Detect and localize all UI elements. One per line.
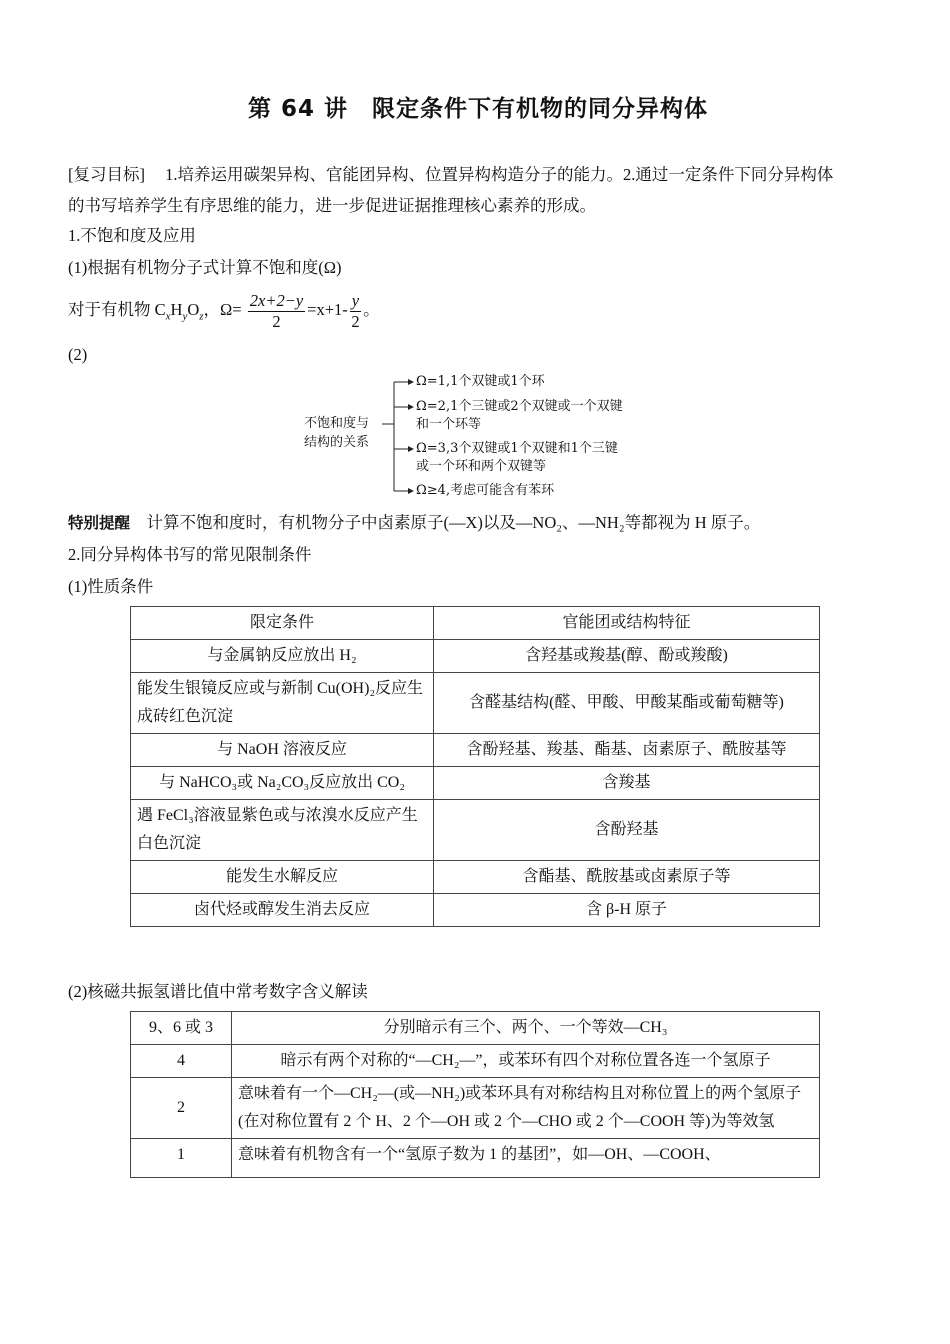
- table-row: [131, 894, 820, 927]
- table-cell: 与 NaOH 溶液反应: [131, 734, 434, 767]
- property-conditions-table: [130, 606, 820, 927]
- nmr-ratio-table: [130, 1011, 820, 1178]
- table-cell: 1: [131, 1139, 232, 1178]
- saturation-structure-diagram: [304, 370, 664, 502]
- table-cell: 含酚羟基: [434, 800, 820, 861]
- table-cell: 能发生水解反应: [131, 861, 434, 894]
- section-1-sub-1: (1)根据有机物分子式计算不饱和度(Ω): [68, 258, 342, 277]
- page-title: 第 64 讲 限定条件下有机物的同分异构体: [247, 96, 709, 122]
- table-header-row: [131, 607, 820, 640]
- table-cell: 含 β-H 原子: [434, 894, 820, 927]
- table-row: [131, 1078, 820, 1139]
- table-cell: 2: [131, 1078, 232, 1139]
- diagram-item-omega-2-cont: 和一个环等: [416, 417, 482, 432]
- diagram-item-omega-4: Ω≥4,考虑可能含有苯环: [416, 483, 555, 498]
- review-text-2: 的书写培养学生有序思维的能力，进一步促进证据推理核心素养的形成。: [68, 196, 596, 215]
- section-2-sub-2: (2)核磁共振氢谱比值中常考数字含义解读: [68, 982, 368, 1001]
- table-cell: 含羧基: [434, 767, 820, 800]
- table-cell: 9、6 或 3: [131, 1012, 232, 1045]
- table-row: [131, 734, 820, 767]
- table-cell: 4: [131, 1045, 232, 1078]
- table-row: [131, 767, 820, 800]
- diagram-root-line-1: 不饱和度与: [304, 416, 370, 431]
- special-tip: [68, 508, 888, 538]
- table-row: [131, 673, 820, 734]
- diagram-item-omega-2: Ω=2,1个三键或2个双键或一个双键: [416, 399, 623, 414]
- diagram-item-omega-1: Ω=1,1个双键或1个环: [416, 374, 545, 389]
- tip-label: 特别提醒: [68, 514, 131, 532]
- diagram-item-omega-3: Ω=3,3个双键或1个双键和1个三键: [416, 441, 618, 456]
- table-header-cell: 限定条件: [131, 607, 434, 640]
- review-goals: [68, 160, 888, 190]
- table-row: [131, 800, 820, 861]
- table-cell: 含羟基或羧基(醇、酚或羧酸): [434, 640, 820, 673]
- section-2-sub-1: (1)性质条件: [68, 577, 154, 596]
- table-cell: 卤代烃或醇发生消去反应: [131, 894, 434, 927]
- table-cell: 含酯基、酰胺基或卤素原子等: [434, 861, 820, 894]
- table-cell: 意味着有一个—CH₂—(或—NH₂)或苯环具有对称结构且对称位置上的两个氢原子(在对称位置有 2 个 H、2 个—OH 或 2 个—CHO 或 2 个—COOH 等)为等效氢: [232, 1078, 820, 1139]
- section-1-heading: 1.不饱和度及应用: [68, 226, 196, 245]
- table-cell: 与金属钠反应放出 H₂: [131, 640, 434, 673]
- table-cell: 能发生银镜反应或与新制 Cu(OH)₂反应生成砖红色沉淀: [131, 673, 434, 734]
- table-cell: 含酚羟基、羧基、酯基、卤素原子、酰胺基等: [434, 734, 820, 767]
- table-cell: 分别暗示有三个、两个、一个等效—CH₃: [232, 1012, 820, 1045]
- table-row: [131, 1012, 820, 1045]
- table-header-cell: 官能团或结构特征: [434, 607, 820, 640]
- table-row: [131, 1045, 820, 1078]
- table-cell: 含醛基结构(醛、甲酸、甲酸某酯或葡萄糖等): [434, 673, 820, 734]
- review-text-1: 1.培养运用碳架异构、官能团异构、位置异构构造分子的能力。2.通过一定条件下同分异构体: [165, 165, 834, 184]
- diagram-root-line-2: 结构的关系: [304, 435, 370, 450]
- section-1-sub-2: (2): [68, 345, 88, 364]
- table-row: [131, 861, 820, 894]
- table-cell: 意味着有机物含有一个“氢原子数为 1 的基团”，如—OH、—COOH、: [232, 1139, 820, 1178]
- table-cell: 遇 FeCl₃溶液显紫色或与浓溴水反应产生白色沉淀: [131, 800, 434, 861]
- saturation-formula: 对于有机物 $C_xH_yO_z$，Ω= $\frac{2x+2-y}{2}$ =x+1- $\frac{y}{2}$ 。: [68, 290, 380, 331]
- diagram-item-omega-3-cont: 或一个环和两个双键等: [416, 459, 547, 474]
- tip-text: 计算不饱和度时，有机物分子中卤素原子(—X)以及—NO₂、—NH₂等都视为 H 原子。: [130, 513, 761, 532]
- fraction-2: $\frac{y}{2}$: [351, 290, 360, 331]
- review-label: [复习目标]: [68, 165, 145, 184]
- table-row: [131, 1139, 820, 1178]
- table-cell: 与 NaHCO₃或 Na₂CO₃反应放出 CO₂: [131, 767, 434, 800]
- table-cell: 暗示有两个对称的“—CH₂—”，或苯环有四个对称位置各连一个氢原子: [232, 1045, 820, 1078]
- fraction-1: $\frac{2x+2-y}{2}$: [249, 290, 304, 331]
- table-row: [131, 640, 820, 673]
- section-2-heading: 2.同分异构体书写的常见限制条件: [68, 545, 312, 564]
